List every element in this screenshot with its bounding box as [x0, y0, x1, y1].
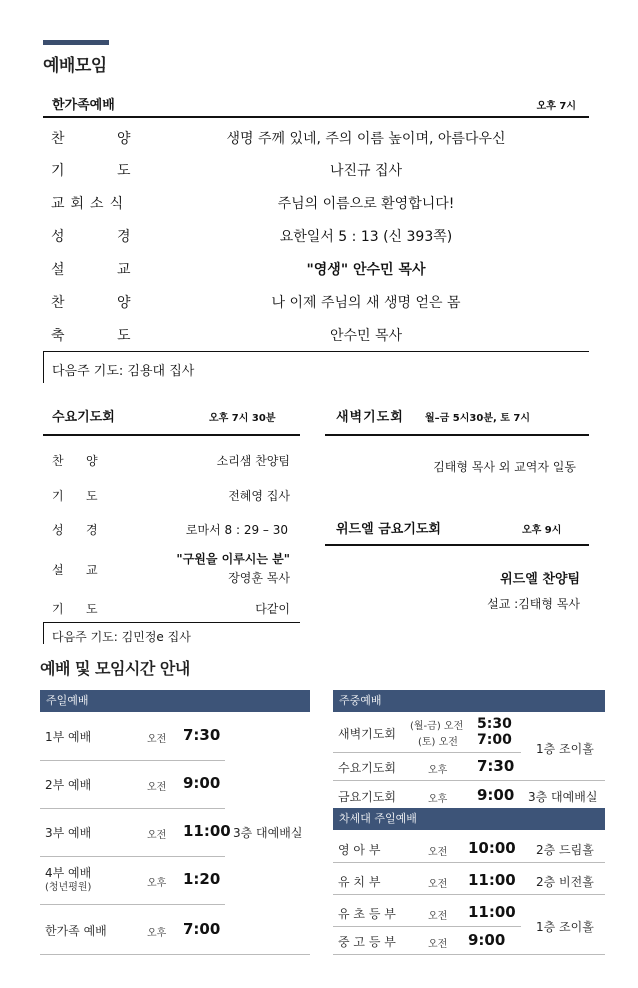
- family-row: [43, 251, 589, 284]
- friday-title: 위드엘 금요기도회: [336, 522, 441, 537]
- sunday-row-name: 2부 예배: [45, 778, 92, 792]
- weekday-fri-ampm: 오후: [428, 794, 448, 805]
- next-gen-row-name: 중 고 등 부: [338, 935, 396, 949]
- wed-row-label: 설 교: [52, 563, 98, 577]
- family-row: [43, 185, 589, 218]
- family-row-label-part: 성: [51, 229, 65, 245]
- section-accent-bar: [43, 40, 109, 45]
- wednesday-next-prayer: 다음주 기도: 김민정e 집사: [52, 630, 191, 644]
- weekday-dawn-ampm: (월-금) 오전: [410, 721, 464, 732]
- weekday-dawn-time-sat: 7:00: [477, 732, 512, 748]
- sunday-table-header: 주일예배: [40, 690, 310, 712]
- family-row: [43, 284, 589, 317]
- weekday-divider: [333, 752, 521, 753]
- friday-leader: 위드엘 찬양팀: [500, 572, 580, 587]
- sunday-row-name: 한가족 예배: [45, 924, 107, 938]
- next-gen-row-time: 9:00: [468, 931, 506, 949]
- weekday-table-header: 주중예배: [333, 690, 605, 712]
- family-row-label-part: 교회소식: [51, 196, 130, 212]
- wednesday-title: 수요기도회: [52, 410, 115, 425]
- family-row-label-part: 찬: [51, 295, 65, 311]
- next-gen-row-ampm: 오전: [428, 847, 448, 858]
- family-row-label-part: 설: [51, 262, 65, 278]
- weekday-top-location: 1층 조이홀: [536, 742, 594, 756]
- family-row-value: 주님의 이름으로 환영합니다!: [277, 196, 455, 212]
- sunday-row-name: 4부 예배: [45, 866, 92, 880]
- family-row-value: 생명 주께 있네, 주의 이름 높이며, 아름다우신: [226, 131, 506, 147]
- wed-row-value: 전혜영 집사: [228, 489, 290, 503]
- wed-sermon-title: "구원을 이루시는 분": [176, 552, 290, 566]
- dawn-top-rule: [325, 434, 589, 436]
- next-gen-row-ampm: 오전: [428, 939, 448, 950]
- next-gen-row-name: 유 초 등 부: [338, 907, 396, 921]
- sunday-row-ampm: 오전: [147, 782, 167, 793]
- wednesday-time: 오후 7시 30분: [209, 413, 276, 424]
- next-gen-row-ampm: 오전: [428, 879, 448, 890]
- next-gen-row-name: 영 아 부: [338, 843, 381, 857]
- dawn-body: 김태형 목사 외 교역자 일동: [433, 460, 576, 474]
- next-gen-divider: [333, 954, 605, 955]
- wed-row-value: 소리샘 찬양팀: [216, 454, 290, 468]
- sunday-row-time: 1:20: [183, 870, 221, 888]
- next-gen-bottom-location: 1층 조이홀: [536, 920, 594, 934]
- sunday-row-time: 11:00: [183, 822, 231, 840]
- weekday-fri-name: 금요기도회: [338, 790, 396, 804]
- dawn-time: 월–금 5시30분, 토 7시: [425, 413, 531, 424]
- weekday-dawn-ampm-sat: (토) 오전: [418, 737, 458, 748]
- weekday-fri-time: 9:00: [477, 786, 515, 804]
- family-next-prayer: 다음주 기도: 김용대 집사: [52, 364, 195, 379]
- sunday-row-time: 9:00: [183, 774, 221, 792]
- sunday-row-ampm: 오전: [147, 830, 167, 841]
- family-worship-time: 오후 7시: [536, 101, 576, 112]
- wed-row-value: 로마서 8 : 29 – 30: [185, 523, 288, 537]
- friday-sermon: 설교 :김태형 목사: [487, 597, 580, 611]
- weekday-wed-name: 수요기도회: [338, 761, 396, 775]
- sunday-location: 3층 대예배실: [233, 826, 303, 840]
- family-row: [43, 120, 589, 153]
- wednesday-left-border: [43, 622, 44, 644]
- family-row-label-part: 기: [51, 163, 65, 179]
- family-left-border: [43, 351, 44, 383]
- family-row-label-part: 양: [117, 131, 131, 147]
- sunday-divider: [40, 904, 225, 905]
- next-gen-divider: [333, 926, 521, 927]
- sunday-divider: [40, 808, 225, 809]
- wed-row-label: 찬 양: [52, 454, 98, 468]
- family-row-label-part: 도: [117, 328, 131, 344]
- family-row: [43, 218, 589, 251]
- next-gen-row-time: 10:00: [468, 839, 516, 857]
- wed-row-label: 성 경: [52, 523, 98, 537]
- sunday-divider: [40, 856, 225, 857]
- wed-sermon-preacher: 장영훈 목사: [228, 571, 290, 585]
- friday-top-rule: [325, 544, 589, 546]
- sunday-row-time: 7:30: [183, 726, 221, 744]
- family-row-value: 요한일서 5 : 13 (신 393쪽): [279, 229, 453, 245]
- sunday-divider: [40, 954, 310, 955]
- sunday-row-ampm: 오후: [147, 878, 167, 889]
- family-top-rule: [43, 116, 589, 118]
- wed-row-label: 기 도: [52, 489, 98, 503]
- family-row-value: "영생" 안수민 목사: [306, 262, 426, 278]
- next-gen-row-time: 11:00: [468, 871, 516, 889]
- wednesday-top-rule: [43, 434, 300, 436]
- sunday-row-sub: (청년평원): [45, 882, 92, 893]
- section-title-worship: 예배모임: [43, 56, 107, 76]
- family-row-label-part: 양: [117, 295, 131, 311]
- sunday-row-name: 3부 예배: [45, 826, 92, 840]
- sunday-row-time: 7:00: [183, 920, 221, 938]
- next-gen-divider: [333, 862, 605, 863]
- family-row-label-part: 경: [117, 229, 131, 245]
- family-row-label-part: 축: [51, 328, 65, 344]
- weekday-wed-ampm: 오후: [428, 765, 448, 776]
- sunday-row-ampm: 오후: [147, 928, 167, 939]
- weekday-divider: [333, 780, 605, 781]
- weekday-dawn-name: 새벽기도회: [338, 727, 396, 741]
- next-gen-row-ampm: 오전: [428, 911, 448, 922]
- next-gen-row-location: 2층 비전홀: [536, 875, 594, 889]
- family-row-label-part: 교: [117, 262, 131, 278]
- sunday-row-ampm: 오전: [147, 734, 167, 745]
- wed-row-value: 다같이: [255, 602, 290, 616]
- section-title-schedule: 예배 및 모임시간 안내: [40, 659, 190, 678]
- dawn-title: 새벽기도회: [336, 410, 404, 425]
- family-row-value: 나진규 집사: [329, 163, 403, 179]
- weekday-fri-location: 3층 대예배실: [528, 790, 598, 804]
- sunday-divider: [40, 760, 225, 761]
- next-gen-row-location: 2층 드림홀: [536, 843, 594, 857]
- weekday-wed-time: 7:30: [477, 757, 515, 775]
- family-row-value: 안수민 목사: [329, 328, 403, 344]
- family-bottom-rule: [43, 351, 589, 352]
- family-row-label-part: 찬: [51, 131, 65, 147]
- weekday-dawn-time: 5:30: [477, 716, 512, 732]
- next-gen-table-header: 차세대 주일예배: [333, 808, 605, 830]
- wednesday-bottom-rule: [43, 622, 300, 623]
- family-worship-title: 한가족예배: [52, 98, 115, 113]
- wed-row-label: 기 도: [52, 602, 98, 616]
- sunday-row-name: 1부 예배: [45, 730, 92, 744]
- family-row-value: 나 이제 주님의 새 생명 얻은 몸: [271, 295, 461, 311]
- next-gen-row-time: 11:00: [468, 903, 516, 921]
- friday-time: 오후 9시: [522, 525, 562, 536]
- family-row: [43, 317, 589, 350]
- family-row: [43, 152, 589, 185]
- next-gen-row-name: 유 치 부: [338, 875, 381, 889]
- next-gen-divider: [333, 894, 605, 895]
- family-row-label-part: 도: [117, 163, 131, 179]
